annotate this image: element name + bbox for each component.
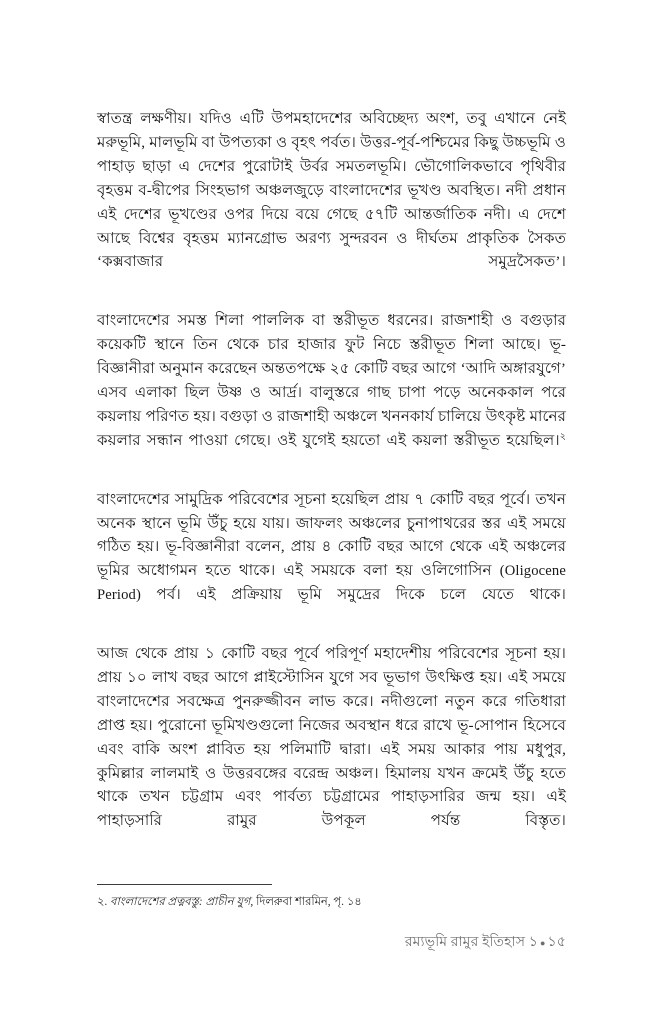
footnote-reference-marker: ২ — [559, 431, 566, 442]
paragraph-3: বাংলাদেশের সামুদ্রিক পরিবেশের সূচনা হয়েছিল প্রায় ৭ কোটি বছর পূর্বে। তখন অনেক স্থানে ভূমি উঁচু হয়ে যায়। জাফলং অঞ্চলের চুনাপাথরের স্তর এই সময়ে গঠিত হয়। ভূ-বিজ্ঞানীরা বলেন, প্রায় ৪ কোটি বছর আগে থেকে এই অঞ্চলের ভূমির অধোগমন হতে থাকে। এই সময়কে বলা হয় ওলিগোসিন (Oligocene Period) পর্ব। এই প্রক্রিয়ায় ভূমি সমুদ্রের দিকে চলে যেতে থাকে। — [97, 491, 566, 604]
footer-volume: ১ — [528, 935, 538, 951]
footnote-source-title: বাংলাদেশের প্রত্নবস্তু: প্রাচীন যুগ — [110, 896, 251, 908]
footer-page-number: ১৫ — [547, 935, 566, 951]
paragraph-4: আজ থেকে প্রায় ১ কোটি বছর পূর্বে পরিপূর্ণ মহাদেশীয় পরিবেশের সূচনা হয়। প্রায় ১০ লাখ বছর আগে প্লাইস্টোসিন যুগে সব ভূভাগ উৎক্ষিপ্ত হয়। এই সময়ে বাংলাদেশের সবক্ষেত্র পুনরুজ্জীবন লাভ করে। নদীগুলো নতুন করে গতিধারা প্রাপ্ত হয়। পুরোনো ভূমিখণ্ডগুলো নিজের অবস্থান ধরে রাখে ভূ-সোপান হিসেবে এবং বাকি অংশ প্লাবিত হয় পলিমাটি দ্বারা। এই সময় আকার পায় মধুপুর, কুমিল্লার লালমাই ও উত্তরবঙ্গের বরেন্দ্র অঞ্চল। হিমালয় যখন ক্রমেই উঁচু হতে থাকে তখন চট্টগ্রাম এবং পার্বত্য চট্টগ্রামের পাহাড়সারির জন্ম হয়। এই পাহাড়সারি রামুর উপকূল পর্যন্ত বিস্তৃত। — [97, 646, 566, 830]
paragraph-2 — [97, 310, 566, 477]
page-body-text — [97, 108, 566, 858]
footer-separator-bullet: ● — [539, 938, 546, 948]
page-footer — [97, 933, 566, 953]
footnote-source-details: , দিলরুবা শারমিন, পৃ. ১৪ — [250, 896, 362, 908]
footnote-area — [97, 884, 566, 910]
inline-latin-term: (Oligocene Period) — [97, 563, 566, 604]
paragraph-1: স্বাতন্ত্র লক্ষণীয়। যদিও এটি উপমহাদেশের অবিচ্ছেদ্য অংশ, তবু এখানে নেই মরুভূমি, মালভূমি বা উপত্যকা ও বৃহৎ পর্বত। উত্তর-পূর্ব-পশ্চিমের কিছু উচ্চভূমি ও পাহাড় ছাড়া এ দেশের পুরোটাই উর্বর সমতলভূমি। ভৌগোলিকভাবে পৃথিবীর বৃহত্তম ব-দ্বীপের সিংহভাগ অঞ্চলজুড়ে বাংলাদেশের ভূখণ্ড অবস্থিত। নদী প্রধান এই দেশের ভূখণ্ডের ওপর দিয়ে বয়ে গেছে ৫৭টি আন্তর্জাতিক নদী। এ দেশে আছে বিশ্বের বৃহত্তম ম্যানগ্রোভ অরণ্য সুন্দরবন ও দীর্ঘতম প্রাকৃতিক সৈকত ‘কক্সবাজার সমুদ্রসৈকত’। — [97, 111, 566, 271]
paragraph-2-text: বাংলাদেশের সমস্ত শিলা পাললিক বা স্তরীভূত ধরনের। রাজশাহী ও বগুড়ার কয়েকটি স্থানে তিন থেকে চার হাজার ফুট নিচে স্তরীভূত শিলা আছে। ভূ-বিজ্ঞানীরা অনুমান করেছেন অন্ততপক্ষে ২৫ কোটি বছর আগে ‘আদি অঙ্গারযুগে’ এসব এলাকা ছিল উষ্ণ ও আর্দ্র। বালুস্তরে গাছ চাপা পড়ে অনেককাল পরে কয়লায় পরিণত হয়। বগুড়া ও রাজশাহী অঞ্চলে খননকার্য চালিয়ে উৎকৃষ্ট মানের কয়লার সন্ধান পাওয়া গেছে। ওই যুগেই হয়তো এই কয়লা স্তরীভূত হয়েছিল। — [97, 313, 566, 449]
footnote-number: ২. — [97, 896, 108, 908]
footnote-entry — [97, 894, 566, 910]
footnote-separator-rule — [97, 884, 272, 885]
footer-book-title: রম্যভূমি রামুর ইতিহাস — [404, 935, 526, 951]
